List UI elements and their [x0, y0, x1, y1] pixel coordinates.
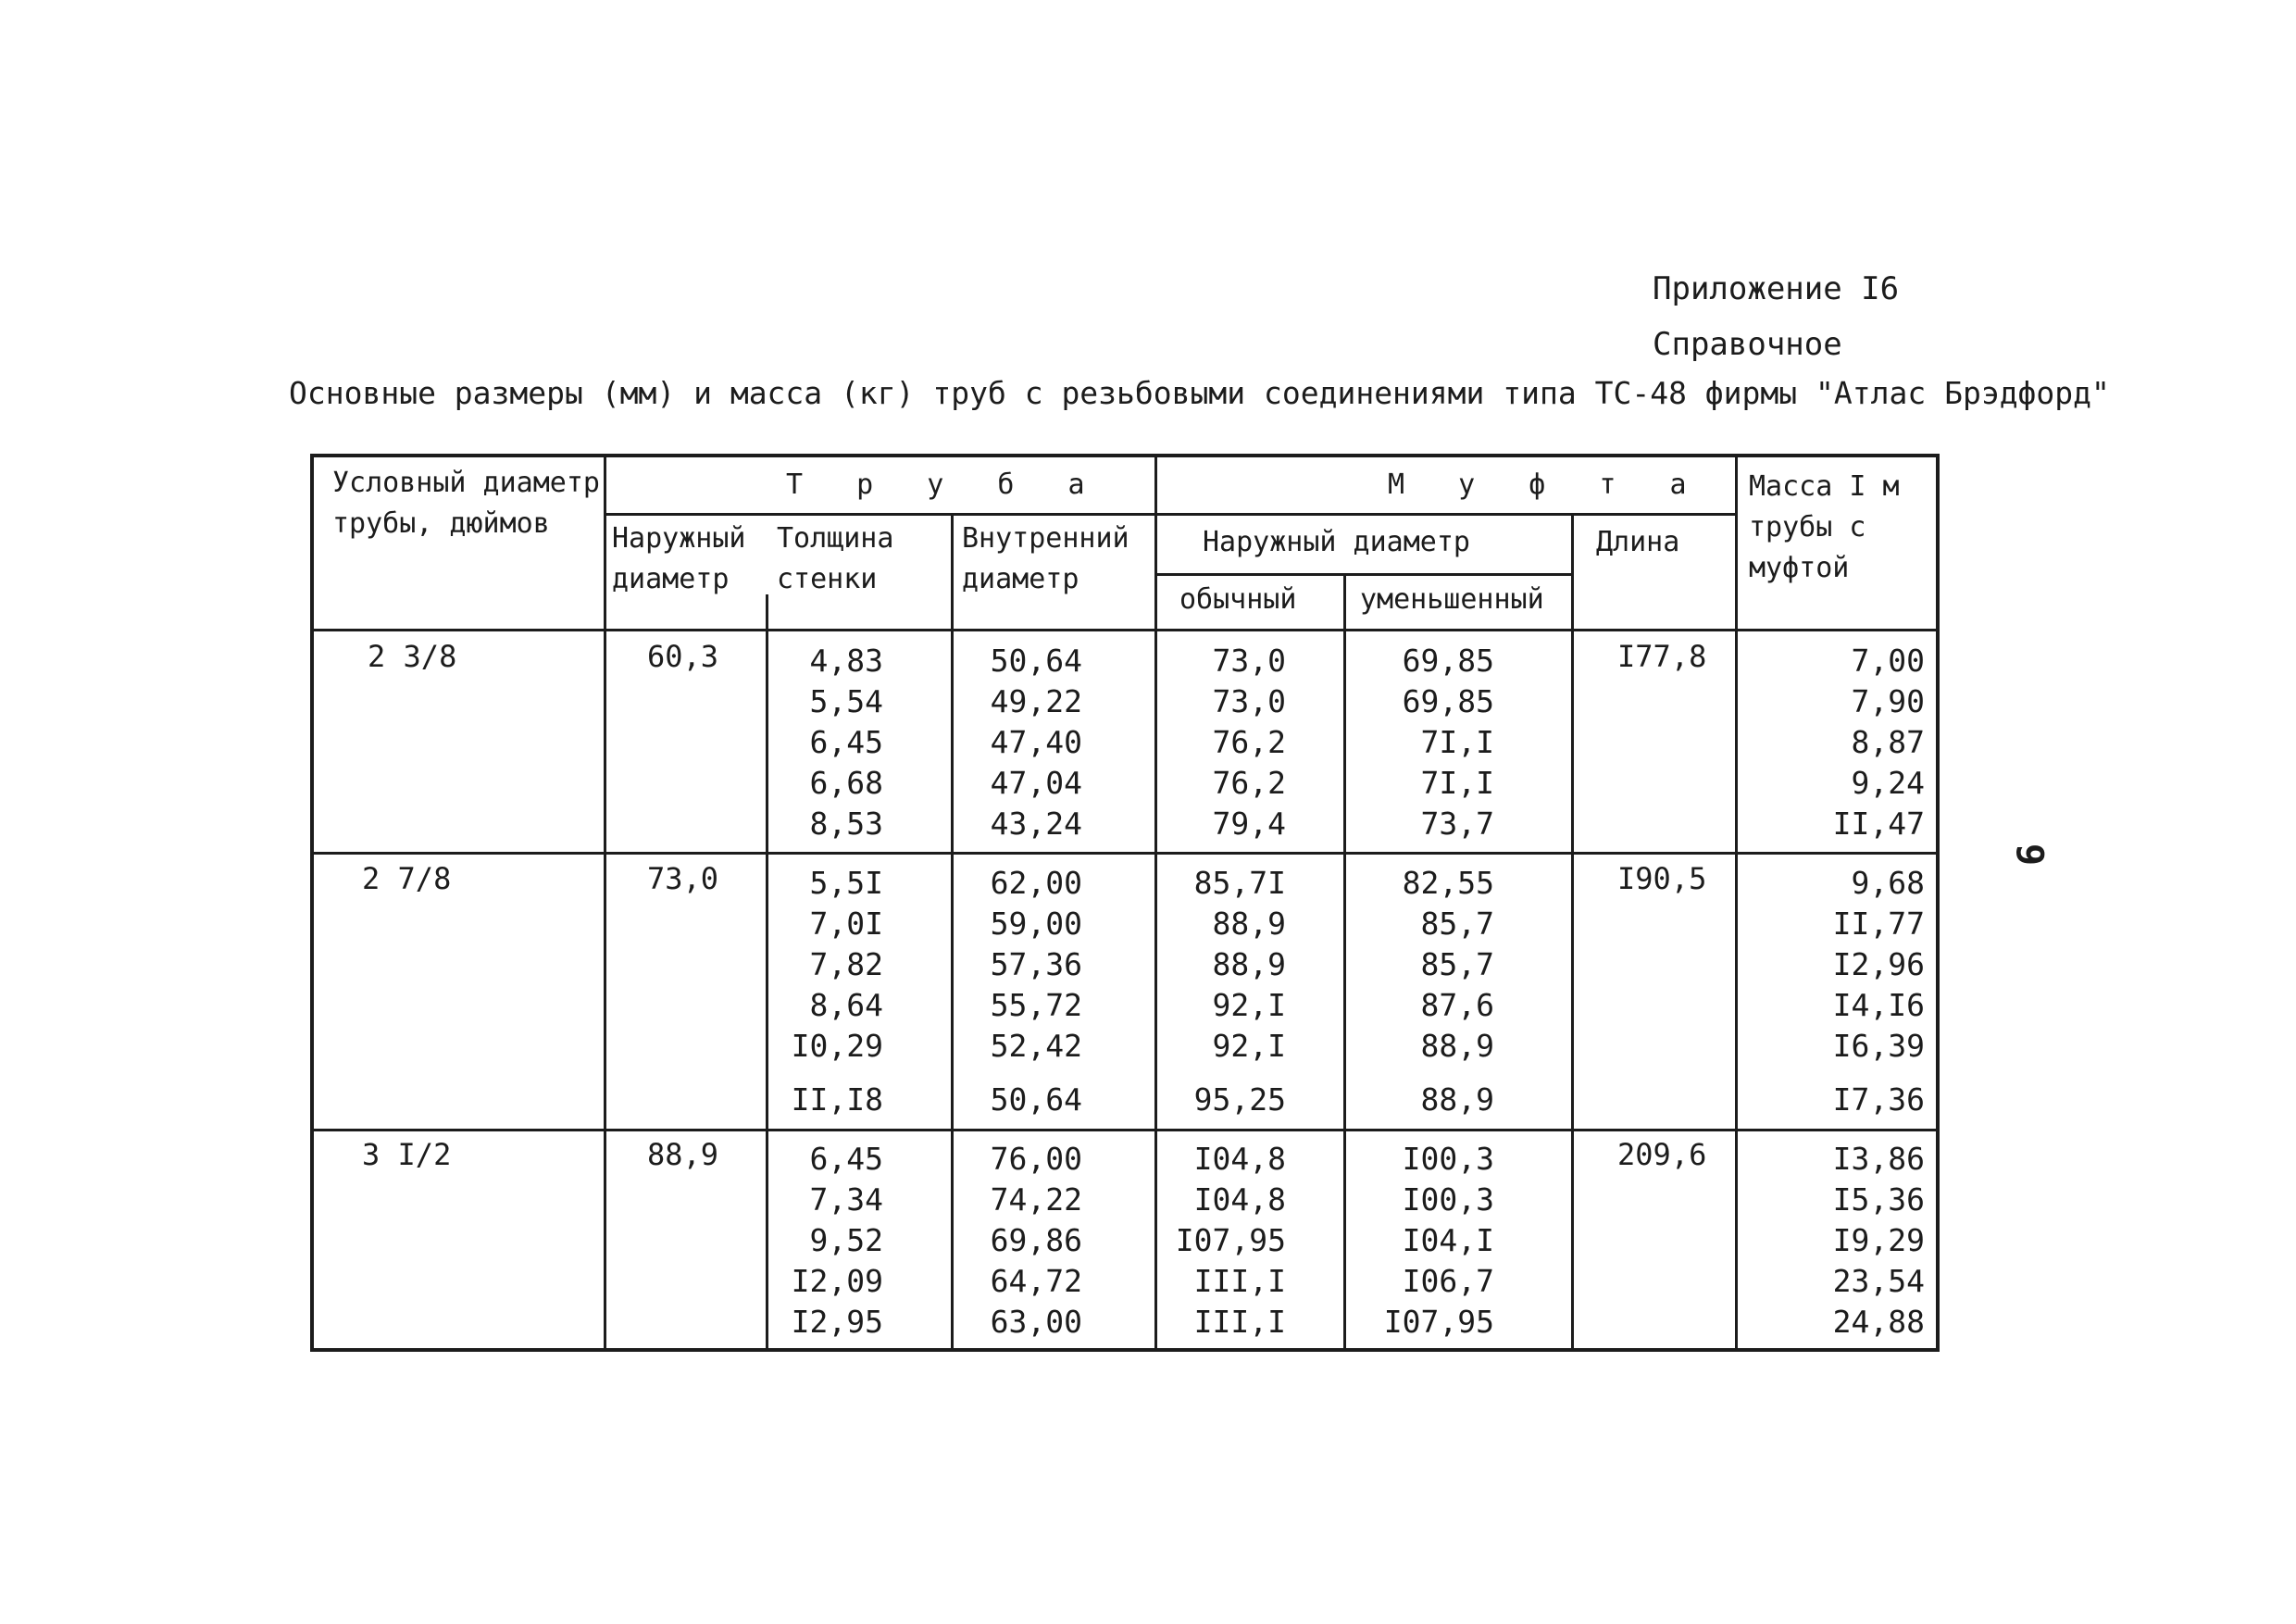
- reduced-value: 88,9: [1420, 1081, 1494, 1118]
- normal-column: [1166, 1139, 1286, 1343]
- header-length: Длина: [1596, 526, 1680, 558]
- normal-column: [1166, 863, 1286, 1120]
- wall-value: 8,64: [809, 987, 883, 1023]
- inner-value: 76,00: [990, 1141, 1082, 1177]
- inner-column: [962, 1139, 1082, 1343]
- mass-value: 7,00: [1851, 643, 1925, 679]
- reduced-value: 7I,I: [1420, 724, 1494, 760]
- normal-value: III,I: [1193, 1304, 1286, 1340]
- wall-value: 8,53: [809, 806, 883, 842]
- appendix-label: Приложение I6: [1653, 270, 1900, 307]
- mass-value: 23,54: [1832, 1263, 1925, 1299]
- mass-column: [1740, 1139, 1925, 1343]
- nominal-diameter: 2 3/8: [368, 639, 457, 674]
- wall-value: 7,82: [809, 946, 883, 982]
- reduced-column: [1355, 1139, 1494, 1343]
- dimensions-table: [310, 454, 1940, 1352]
- normal-value: III,I: [1193, 1263, 1286, 1299]
- pipe-outer-diameter: 60,3: [647, 639, 719, 674]
- inner-value: 47,40: [990, 724, 1082, 760]
- mass-value: I6,39: [1832, 1028, 1925, 1064]
- wall-value: 7,34: [809, 1181, 883, 1218]
- wall-value: 6,45: [809, 724, 883, 760]
- mass-value: 7,90: [1851, 683, 1925, 719]
- mass-value: I7,36: [1832, 1081, 1925, 1118]
- header-coupling: М у ф т а: [1388, 468, 1705, 501]
- wall-value: I2,09: [791, 1263, 883, 1299]
- reduced-value: I00,3: [1402, 1141, 1494, 1177]
- inner-value: 74,22: [990, 1181, 1082, 1218]
- inner-value: 64,72: [990, 1263, 1082, 1299]
- normal-value: I04,8: [1193, 1181, 1286, 1218]
- inner-value: 57,36: [990, 946, 1082, 982]
- inner-value: 47,04: [990, 765, 1082, 801]
- mass-value: I3,86: [1832, 1141, 1925, 1177]
- mass-value: I4,I6: [1832, 987, 1925, 1023]
- wall-value: II,I8: [791, 1081, 883, 1118]
- page-number: 9: [2008, 843, 2052, 867]
- coupling-length: 209,6: [1617, 1137, 1707, 1172]
- reduced-value: 73,7: [1420, 806, 1494, 842]
- pipe-outer-diameter: 73,0: [647, 861, 719, 896]
- reduced-value: 85,7: [1420, 906, 1494, 942]
- mass-value: 24,88: [1832, 1304, 1925, 1340]
- wall-value: 6,68: [809, 765, 883, 801]
- normal-value: 88,9: [1212, 946, 1286, 982]
- inner-value: 55,72: [990, 987, 1082, 1023]
- header-inner-diameter: Внутренний диаметр: [962, 522, 1129, 595]
- mass-value: II,77: [1832, 906, 1925, 942]
- appendix-kind: Справочное: [1653, 326, 1842, 363]
- header-mass: Масса I м трубы с муфтой: [1749, 470, 1900, 584]
- inner-value: 50,64: [990, 643, 1082, 679]
- nominal-diameter: 2 7/8: [362, 861, 452, 896]
- inner-value: 50,64: [990, 1081, 1082, 1118]
- normal-value: I07,95: [1175, 1222, 1286, 1258]
- reduced-value: I04,I: [1402, 1222, 1494, 1258]
- normal-value: 79,4: [1212, 806, 1286, 842]
- reduced-value: I07,95: [1383, 1304, 1494, 1340]
- reduced-value: 88,9: [1420, 1028, 1494, 1064]
- nominal-diameter: 3 I/2: [362, 1137, 452, 1172]
- reduced-value: 87,6: [1420, 987, 1494, 1023]
- wall-value: 4,83: [809, 643, 883, 679]
- wall-value: 5,5I: [809, 865, 883, 901]
- normal-value: 73,0: [1212, 683, 1286, 719]
- normal-value: 85,7I: [1193, 865, 1286, 901]
- normal-value: 95,25: [1193, 1081, 1286, 1118]
- normal-value: 76,2: [1212, 765, 1286, 801]
- inner-value: 62,00: [990, 865, 1082, 901]
- wall-value: 9,52: [809, 1222, 883, 1258]
- reduced-value: 69,85: [1402, 643, 1494, 679]
- wall-value: 5,54: [809, 683, 883, 719]
- header-pipe: Т р у б а: [786, 468, 1104, 501]
- header-outer-diameter: Наружный диаметр: [612, 522, 746, 595]
- reduced-value: 85,7: [1420, 946, 1494, 982]
- reduced-value: I00,3: [1402, 1181, 1494, 1218]
- reduced-value: 82,55: [1402, 865, 1494, 901]
- mass-value: 9,24: [1851, 765, 1925, 801]
- normal-value: 76,2: [1212, 724, 1286, 760]
- wall-column: [777, 863, 883, 1120]
- reduced-value: I06,7: [1402, 1263, 1494, 1299]
- header-reduced: уменьшенный: [1360, 583, 1544, 616]
- reduced-value: 7I,I: [1420, 765, 1494, 801]
- inner-value: 49,22: [990, 683, 1082, 719]
- header-wall-thickness: Толщина стенки: [777, 522, 894, 595]
- mass-column: [1740, 641, 1925, 844]
- normal-column: [1166, 641, 1286, 844]
- header-coupling-outer-diameter: Наружный диаметр: [1203, 526, 1470, 558]
- mass-value: II,47: [1832, 806, 1925, 842]
- wall-value: I0,29: [791, 1028, 883, 1064]
- normal-value: 88,9: [1212, 906, 1286, 942]
- wall-value: I2,95: [791, 1304, 883, 1340]
- coupling-length: I77,8: [1617, 639, 1707, 674]
- mass-column: [1740, 863, 1925, 1120]
- normal-value: I04,8: [1193, 1141, 1286, 1177]
- mass-value: 9,68: [1851, 865, 1925, 901]
- wall-column: [777, 1139, 883, 1343]
- inner-value: 63,00: [990, 1304, 1082, 1340]
- inner-value: 43,24: [990, 806, 1082, 842]
- mass-value: I9,29: [1832, 1222, 1925, 1258]
- reduced-column: [1355, 641, 1494, 844]
- mass-value: I2,96: [1832, 946, 1925, 982]
- inner-value: 52,42: [990, 1028, 1082, 1064]
- wall-value: 7,0I: [809, 906, 883, 942]
- inner-value: 69,86: [990, 1222, 1082, 1258]
- normal-value: 92,I: [1212, 987, 1286, 1023]
- wall-column: [777, 641, 883, 844]
- normal-value: 92,I: [1212, 1028, 1286, 1064]
- inner-column: [962, 863, 1082, 1120]
- reduced-column: [1355, 863, 1494, 1120]
- document-title: Основные размеры (мм) и масса (кг) труб с резьбовыми соединениями типа ТС-48 фирмы "Атлас Брэдфорд": [289, 375, 2110, 411]
- mass-value: 8,87: [1851, 724, 1925, 760]
- inner-value: 59,00: [990, 906, 1082, 942]
- mass-value: I5,36: [1832, 1181, 1925, 1218]
- coupling-length: I90,5: [1617, 861, 1707, 896]
- header-nominal-diameter: Условный диаметр трубы, дюймов: [332, 467, 600, 540]
- normal-value: 73,0: [1212, 643, 1286, 679]
- reduced-value: 69,85: [1402, 683, 1494, 719]
- header-normal: обычный: [1179, 583, 1297, 616]
- wall-value: 6,45: [809, 1141, 883, 1177]
- inner-column: [962, 641, 1082, 844]
- pipe-outer-diameter: 88,9: [647, 1137, 719, 1172]
